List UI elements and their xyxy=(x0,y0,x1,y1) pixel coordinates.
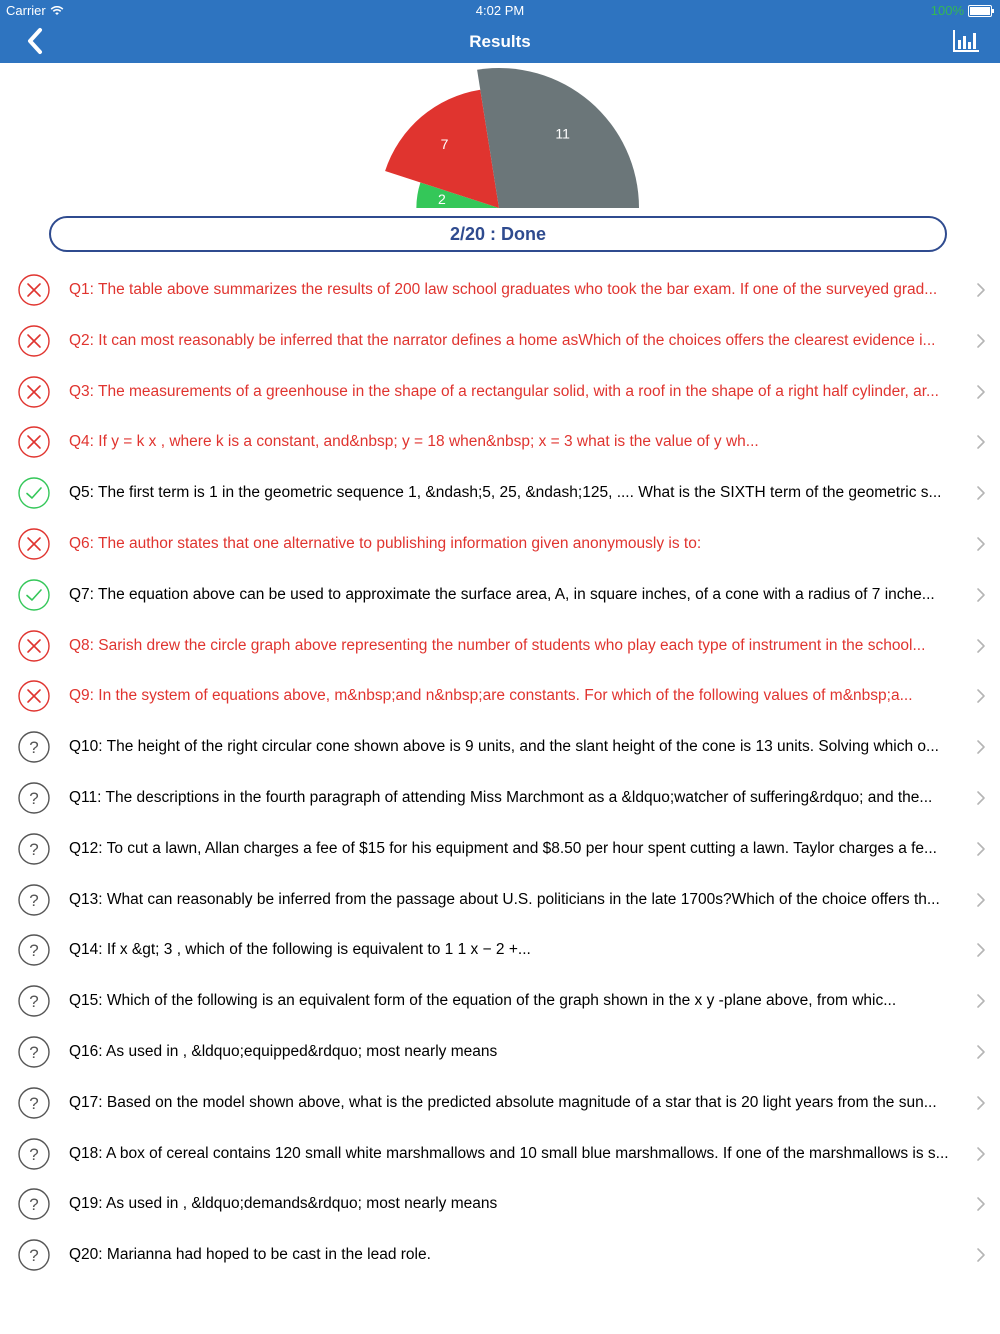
question-row-13[interactable] xyxy=(0,875,1000,926)
wrong-x-icon xyxy=(18,528,50,560)
chevron-right-icon xyxy=(976,841,986,857)
unanswered-question-icon xyxy=(18,833,50,865)
question-row-11[interactable] xyxy=(0,773,1000,824)
unanswered-question-icon xyxy=(18,1239,50,1271)
chevron-right-icon xyxy=(976,1146,986,1162)
chevron-right-icon xyxy=(976,333,986,349)
chevron-right-icon xyxy=(976,892,986,908)
summary-done-bar[interactable]: 2/20 : Done xyxy=(49,216,947,252)
question-text: Q10: The height of the right circular cone shown above is 9 units, and the slant height of the cone is 13 units. Solving which o... xyxy=(69,738,939,756)
unanswered-question-icon xyxy=(18,985,50,1017)
question-row-9[interactable] xyxy=(0,671,1000,722)
chevron-right-icon xyxy=(976,587,986,603)
svg-text:?: ? xyxy=(29,839,39,859)
question-text: Q4: If y = k x , where k is a constant, and&nbsp; y = 18 when&nbsp; x = 3 what is the value of y wh... xyxy=(69,433,759,451)
correct-check-icon xyxy=(18,579,50,611)
question-row-16[interactable] xyxy=(0,1027,1000,1078)
question-text: Q7: The equation above can be used to approximate the surface area, A, in square inches, of a cone with a radius of 7 inche... xyxy=(69,585,935,603)
carrier-label: Carrier xyxy=(6,3,46,18)
pie-slice-label: 7 xyxy=(440,136,449,153)
question-row-4[interactable] xyxy=(0,417,1000,468)
question-text: Q5: The first term is 1 in the geometric sequence 1, &ndash;5, 25, &ndash;125, .... What is the SIXTH term of the geometric s... xyxy=(69,484,942,502)
question-text: Q11: The descriptions in the fourth paragraph of attending Miss Marchmont as a &ldquo;watcher of suffering&rdquo; and the... xyxy=(69,788,933,806)
results-pie-chart xyxy=(0,63,1000,213)
correct-check-icon xyxy=(18,477,50,509)
question-text: Q3: The measurements of a greenhouse in the shape of a rectangular solid, with a roof in the shape of a right half cylinder, ar... xyxy=(69,382,939,400)
bar-chart-icon[interactable] xyxy=(952,29,980,53)
chevron-right-icon xyxy=(976,1247,986,1263)
question-row-15[interactable] xyxy=(0,976,1000,1027)
svg-text:?: ? xyxy=(29,941,39,961)
question-text: Q17: Based on the model shown above, what is the predicted absolute magnitude of a star that is 20 light years from the sun... xyxy=(69,1093,937,1111)
question-text: Q15: Which of the following is an equivalent form of the equation of the graph shown in the x y -plane above, from whic... xyxy=(69,992,897,1010)
unanswered-question-icon xyxy=(18,1138,50,1170)
svg-text:?: ? xyxy=(29,788,39,808)
question-row-5[interactable] xyxy=(0,468,1000,519)
question-row-20[interactable] xyxy=(0,1230,1000,1281)
wrong-x-icon xyxy=(18,630,50,662)
pie-slice-label: 11 xyxy=(555,125,570,142)
chevron-right-icon xyxy=(976,485,986,501)
question-text: Q18: A box of cereal contains 120 small white marshmallows and 10 small blue marshmallows. If one of the marshmallows is s... xyxy=(69,1144,949,1162)
status-time: 4:02 PM xyxy=(475,3,525,18)
svg-text:?: ? xyxy=(29,1246,39,1266)
unanswered-question-icon xyxy=(18,1087,50,1119)
wrong-x-icon xyxy=(18,376,50,408)
chevron-right-icon xyxy=(976,1095,986,1111)
unanswered-question-icon xyxy=(18,731,50,763)
question-row-12[interactable] xyxy=(0,824,1000,875)
status-battery xyxy=(931,3,992,18)
svg-text:?: ? xyxy=(29,1195,39,1215)
wrong-x-icon xyxy=(18,680,50,712)
svg-text:?: ? xyxy=(29,890,39,910)
chevron-right-icon xyxy=(976,1044,986,1060)
question-row-8[interactable] xyxy=(0,621,1000,672)
pie-slice-label: 2 xyxy=(437,190,446,207)
question-row-2[interactable] xyxy=(0,316,1000,367)
unanswered-question-icon xyxy=(18,1036,50,1068)
chevron-right-icon xyxy=(976,1196,986,1212)
question-row-1[interactable] xyxy=(0,265,1000,316)
battery-percent: 100% xyxy=(930,3,964,18)
question-text: Q16: As used in , &ldquo;equipped&rdquo; most nearly means xyxy=(69,1042,498,1060)
unanswered-question-icon xyxy=(18,934,50,966)
question-row-10[interactable] xyxy=(0,722,1000,773)
svg-text:?: ? xyxy=(29,1144,39,1164)
chevron-right-icon xyxy=(976,688,986,704)
chevron-right-icon xyxy=(976,638,986,654)
question-text: Q14: If x &gt; 3 , which of the following is equivalent to 1 1 x − 2 +... xyxy=(69,941,531,959)
question-text: Q2: It can most reasonably be inferred that the narrator defines a home asWhich of the choices offers the clearest evidence i... xyxy=(69,331,936,349)
chevron-right-icon xyxy=(976,739,986,755)
svg-text:?: ? xyxy=(29,738,39,758)
battery-icon xyxy=(968,5,992,17)
question-text: Q20: Marianna had hoped to be cast in the lead role. xyxy=(69,1246,431,1264)
chevron-right-icon xyxy=(976,993,986,1009)
question-row-17[interactable] xyxy=(0,1078,1000,1129)
question-row-14[interactable] xyxy=(0,925,1000,976)
chevron-right-icon xyxy=(976,282,986,298)
question-text: Q12: To cut a lawn, Allan charges a fee of $15 for his equipment and $8.50 per hour spent cutting a lawn. Taylor charges a fe... xyxy=(69,839,937,857)
svg-text:?: ? xyxy=(29,1093,39,1113)
question-row-19[interactable] xyxy=(0,1179,1000,1230)
wrong-x-icon xyxy=(18,325,50,357)
question-row-6[interactable] xyxy=(0,519,1000,570)
wrong-x-icon xyxy=(18,426,50,458)
chevron-right-icon xyxy=(976,434,986,450)
unanswered-question-icon xyxy=(18,884,50,916)
svg-text:?: ? xyxy=(29,992,39,1012)
question-text: Q9: In the system of equations above, m&nbsp;and n&nbsp;are constants. For which of the following values of m&nbsp;a... xyxy=(69,687,913,705)
unanswered-question-icon xyxy=(18,1188,50,1220)
question-text: Q19: As used in , &ldquo;demands&rdquo; most nearly means xyxy=(69,1195,498,1213)
question-text: Q13: What can reasonably be inferred from the passage about U.S. politicians in the late 1700s?Which of the choice offers th... xyxy=(69,890,940,908)
page-title: Results xyxy=(469,32,531,51)
question-text: Q1: The table above summarizes the results of 200 law school graduates who took the bar exam. If one of the surveyed grad... xyxy=(69,281,938,298)
question-text: Q6: The author states that one alternative to publishing information given anonymously is to: xyxy=(69,534,702,552)
chevron-right-icon xyxy=(976,790,986,806)
question-row-7[interactable] xyxy=(0,570,1000,621)
chevron-right-icon xyxy=(976,942,986,958)
unanswered-question-icon xyxy=(18,782,50,814)
wrong-x-icon xyxy=(18,274,50,306)
chevron-right-icon xyxy=(976,384,986,400)
navigation-bar xyxy=(0,0,1000,63)
chevron-right-icon xyxy=(976,536,986,552)
question-list xyxy=(0,265,1000,1281)
question-row-3[interactable] xyxy=(0,367,1000,418)
svg-text:?: ? xyxy=(29,1042,39,1062)
question-row-18[interactable] xyxy=(0,1129,1000,1180)
question-text: Q8: Sarish drew the circle graph above representing the number of students who play each type of instrument in the school... xyxy=(69,636,926,654)
